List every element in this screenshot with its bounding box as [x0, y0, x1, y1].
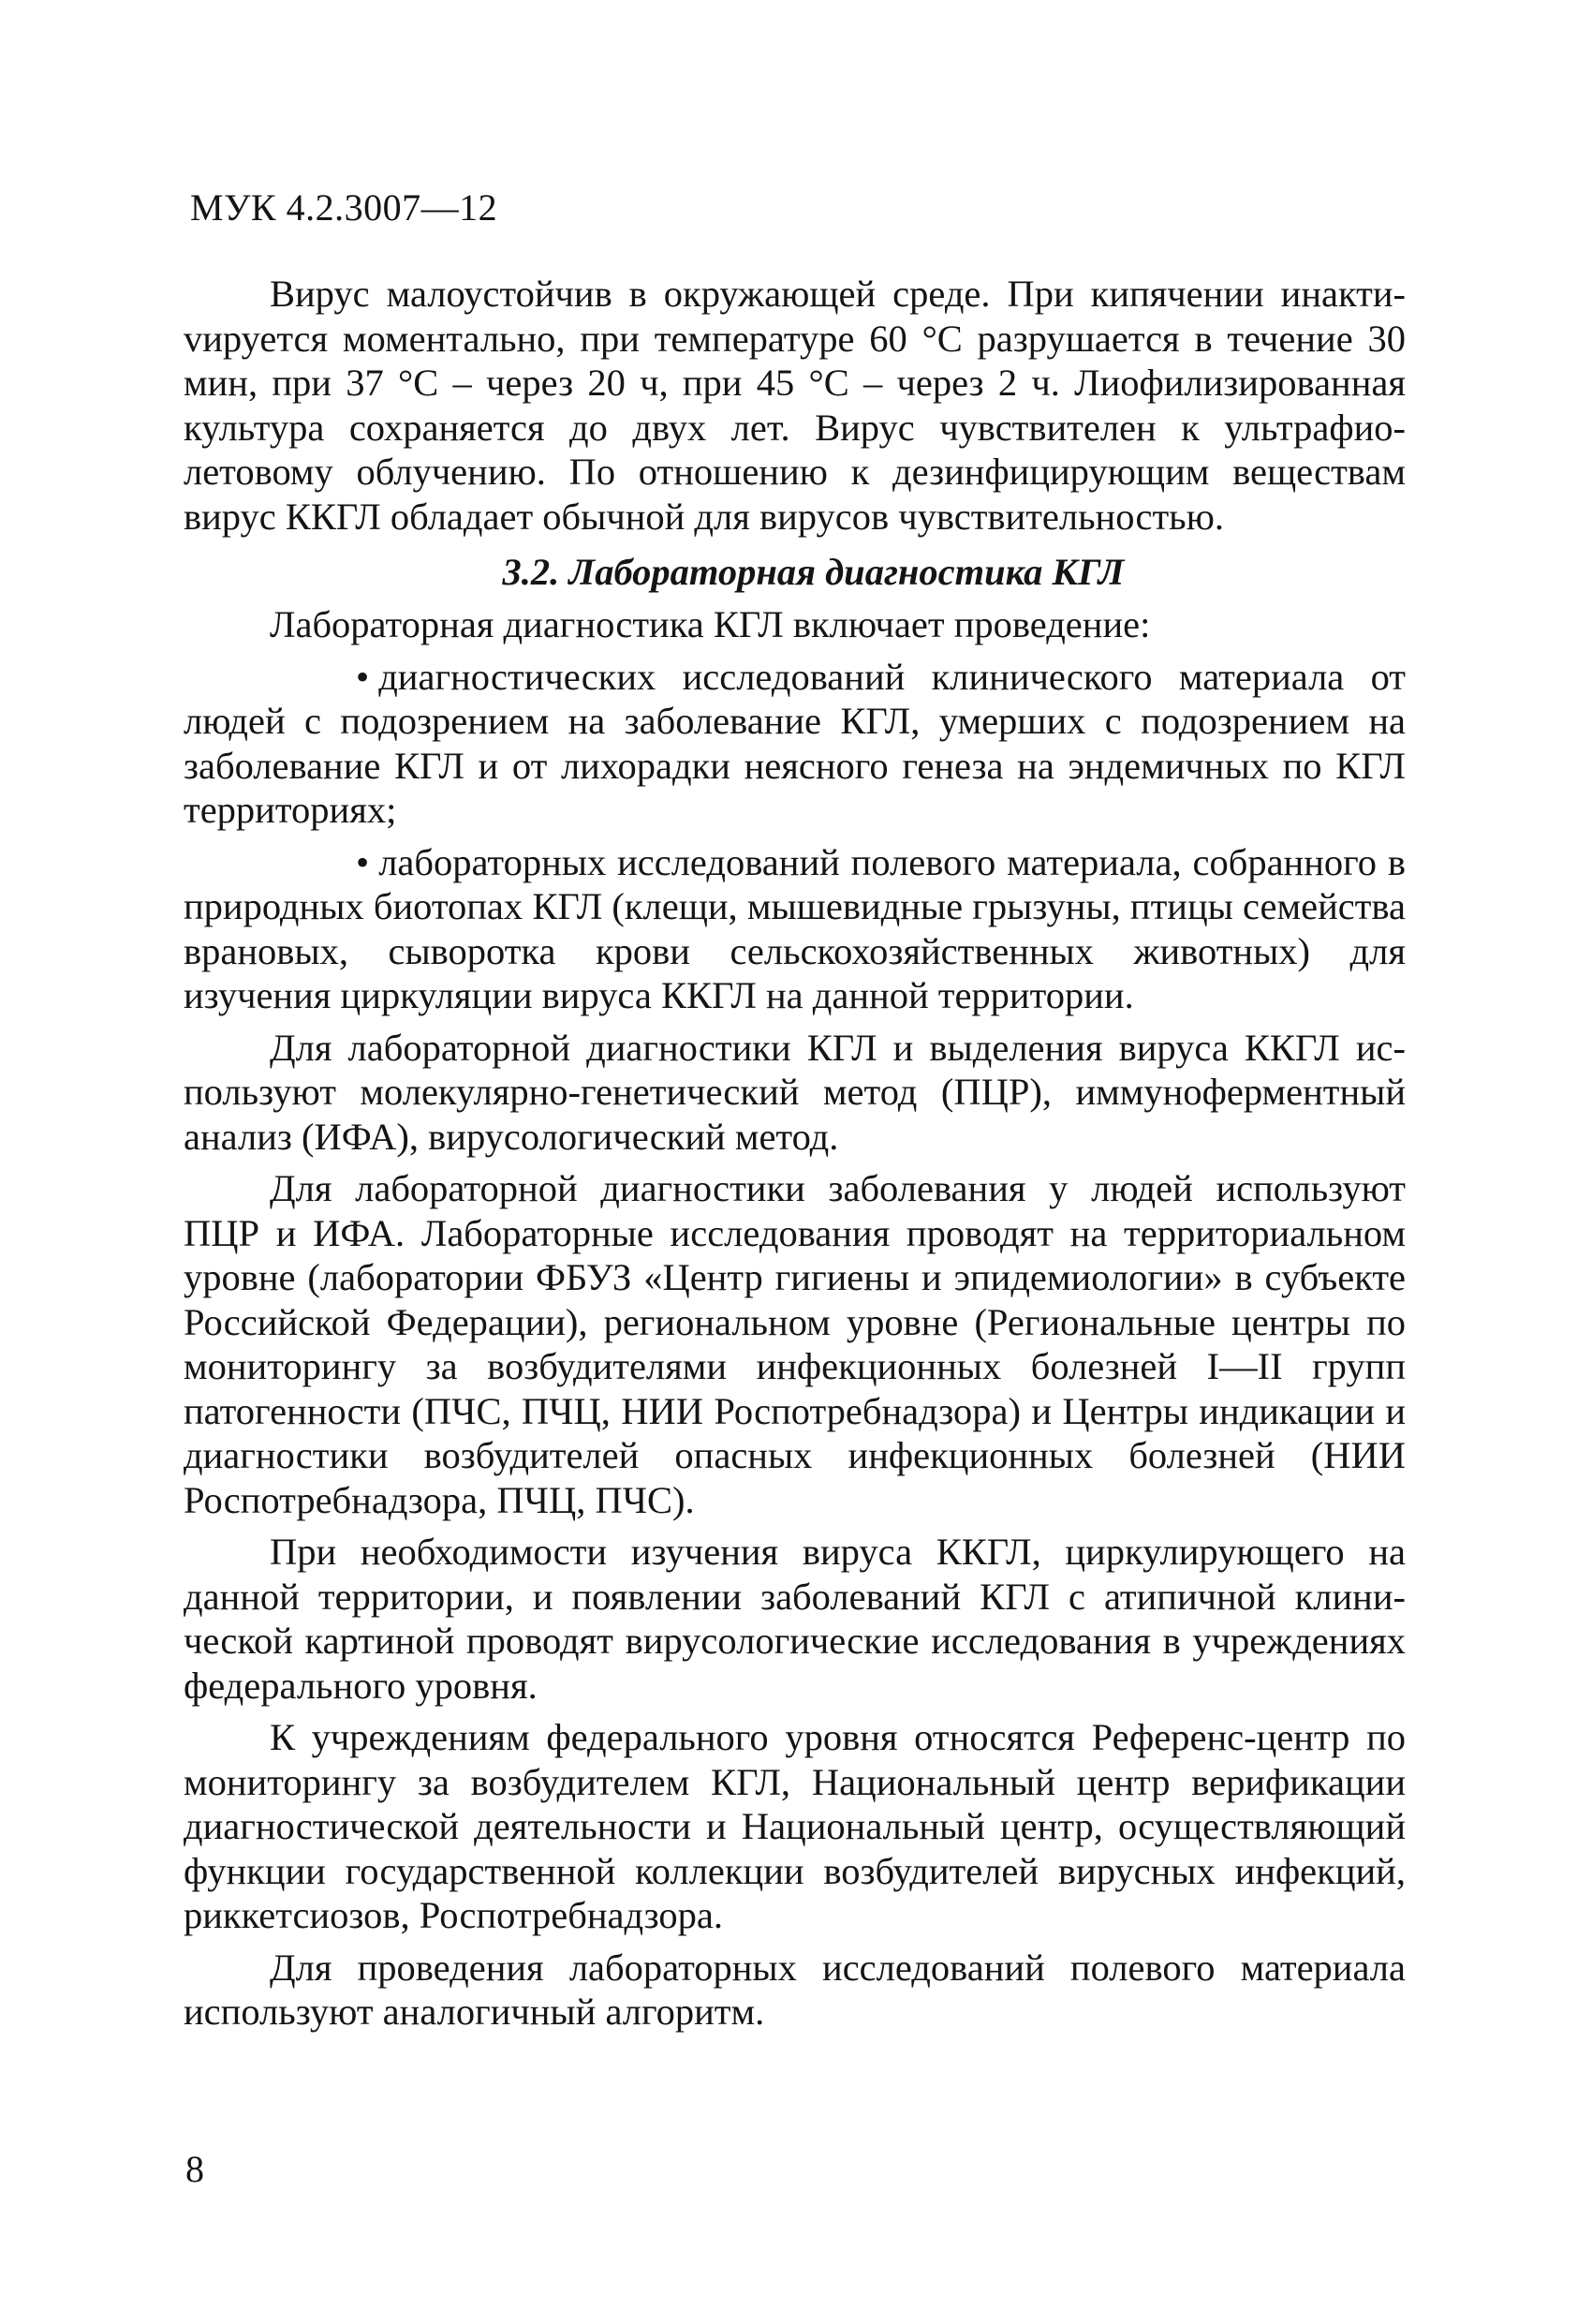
paragraph-field-material: Для проведения лабораторных исследований полевого материала используют аналогичный алгоритм. — [184, 1946, 1406, 2033]
page-body — [184, 272, 1406, 2042]
bullet-icon: • — [356, 655, 370, 698]
list-item-text: лабораторных исследований полевого материала, собранного в природных биотопах КГЛ (клещи, мышевидные грызуны, птицы семейства врановых, сыворотка крови сельскохозяйственных животных) для изучения циркуляции вируса ККГЛ на данной территории. — [184, 840, 1406, 1016]
list-item-field — [184, 840, 1406, 1018]
document-code: МУК 4.2.3007—12 — [190, 186, 498, 229]
paragraph-diagnostics-intro: Лабораторная диагностика КГЛ включает проведение: — [270, 603, 1151, 645]
page-number: 8 — [185, 2148, 204, 2190]
paragraph-federal-institutions: К учреждениям федерального уровня относятся Референс-центр по мониторингу за возбудителем КГЛ, Национальный центр верификации диагностической деятельности и Национальный центр, осуществляющий функции государственной коллекции возбудителей вирусных инфекций, риккетсиозов, Роспотребнадзора. — [184, 1716, 1406, 1936]
list-item-text: диагностических исследований клинического материала от людей с подозрением на заболевание КГЛ, умерших с подозрением на заболевание КГЛ и от лихорадки неясного генеза на эндемичных по КГЛ территориях; — [184, 655, 1406, 831]
paragraph-virology: При необходимости изучения вируса ККГЛ, циркулирующего на данной территории, и появлении заболеваний КГЛ с атипичной клинической картиной проводят вирусологические исследования в учреждениях федерального уровня. — [184, 1531, 1406, 1707]
list-item-clinical — [184, 655, 1406, 833]
paragraph-virus-stability: Вирус малоустойчив в окружающей среде. При кипячении инактиvируется моментально, при температуре 60 °С разрушается в течение 30 мин, при 37 °С – через 20 ч, при 45 °С – через 2 ч. Лиофилизированная культура сохраняется до двух лет. Вирус чувствителен к ультрафиолетовому облучению. По отношению к дезинфицирующим веществам вирус ККГЛ обладает обычной для вирусов чувствительностью. — [184, 273, 1406, 538]
paragraph-methods: Для лабораторной диагностики КГЛ и выделения вируса ККГЛ используют молекулярно-генетический метод (ПЦР), иммуноферментный анализ (ИФА), вирусологический метод. — [184, 1026, 1406, 1158]
section-title: 3.2. Лабораторная диагностика КГЛ — [502, 551, 1125, 593]
paragraph-levels: Для лабораторной диагностики заболевания у людей используют ПЦР и ИФА. Лабораторные исследования проводят на территориальном уровне (лаборатории ФБУЗ «Центр гигиены и эпидемиологии» в субъекте Российской Федерации), региональном уровне (Региональные центры по мониторингу за возбудителями инфекционных болезней I—II групп патогенности (ПЧС, ПЧЦ, НИИ Роспотребнадзора) и Центры индикации и диагностики возбудителей опасных инфекционных болезней (НИИ Роспотребнадзора, ПЧЦ, ПЧС). — [184, 1167, 1406, 1521]
bullet-icon: • — [356, 840, 370, 883]
